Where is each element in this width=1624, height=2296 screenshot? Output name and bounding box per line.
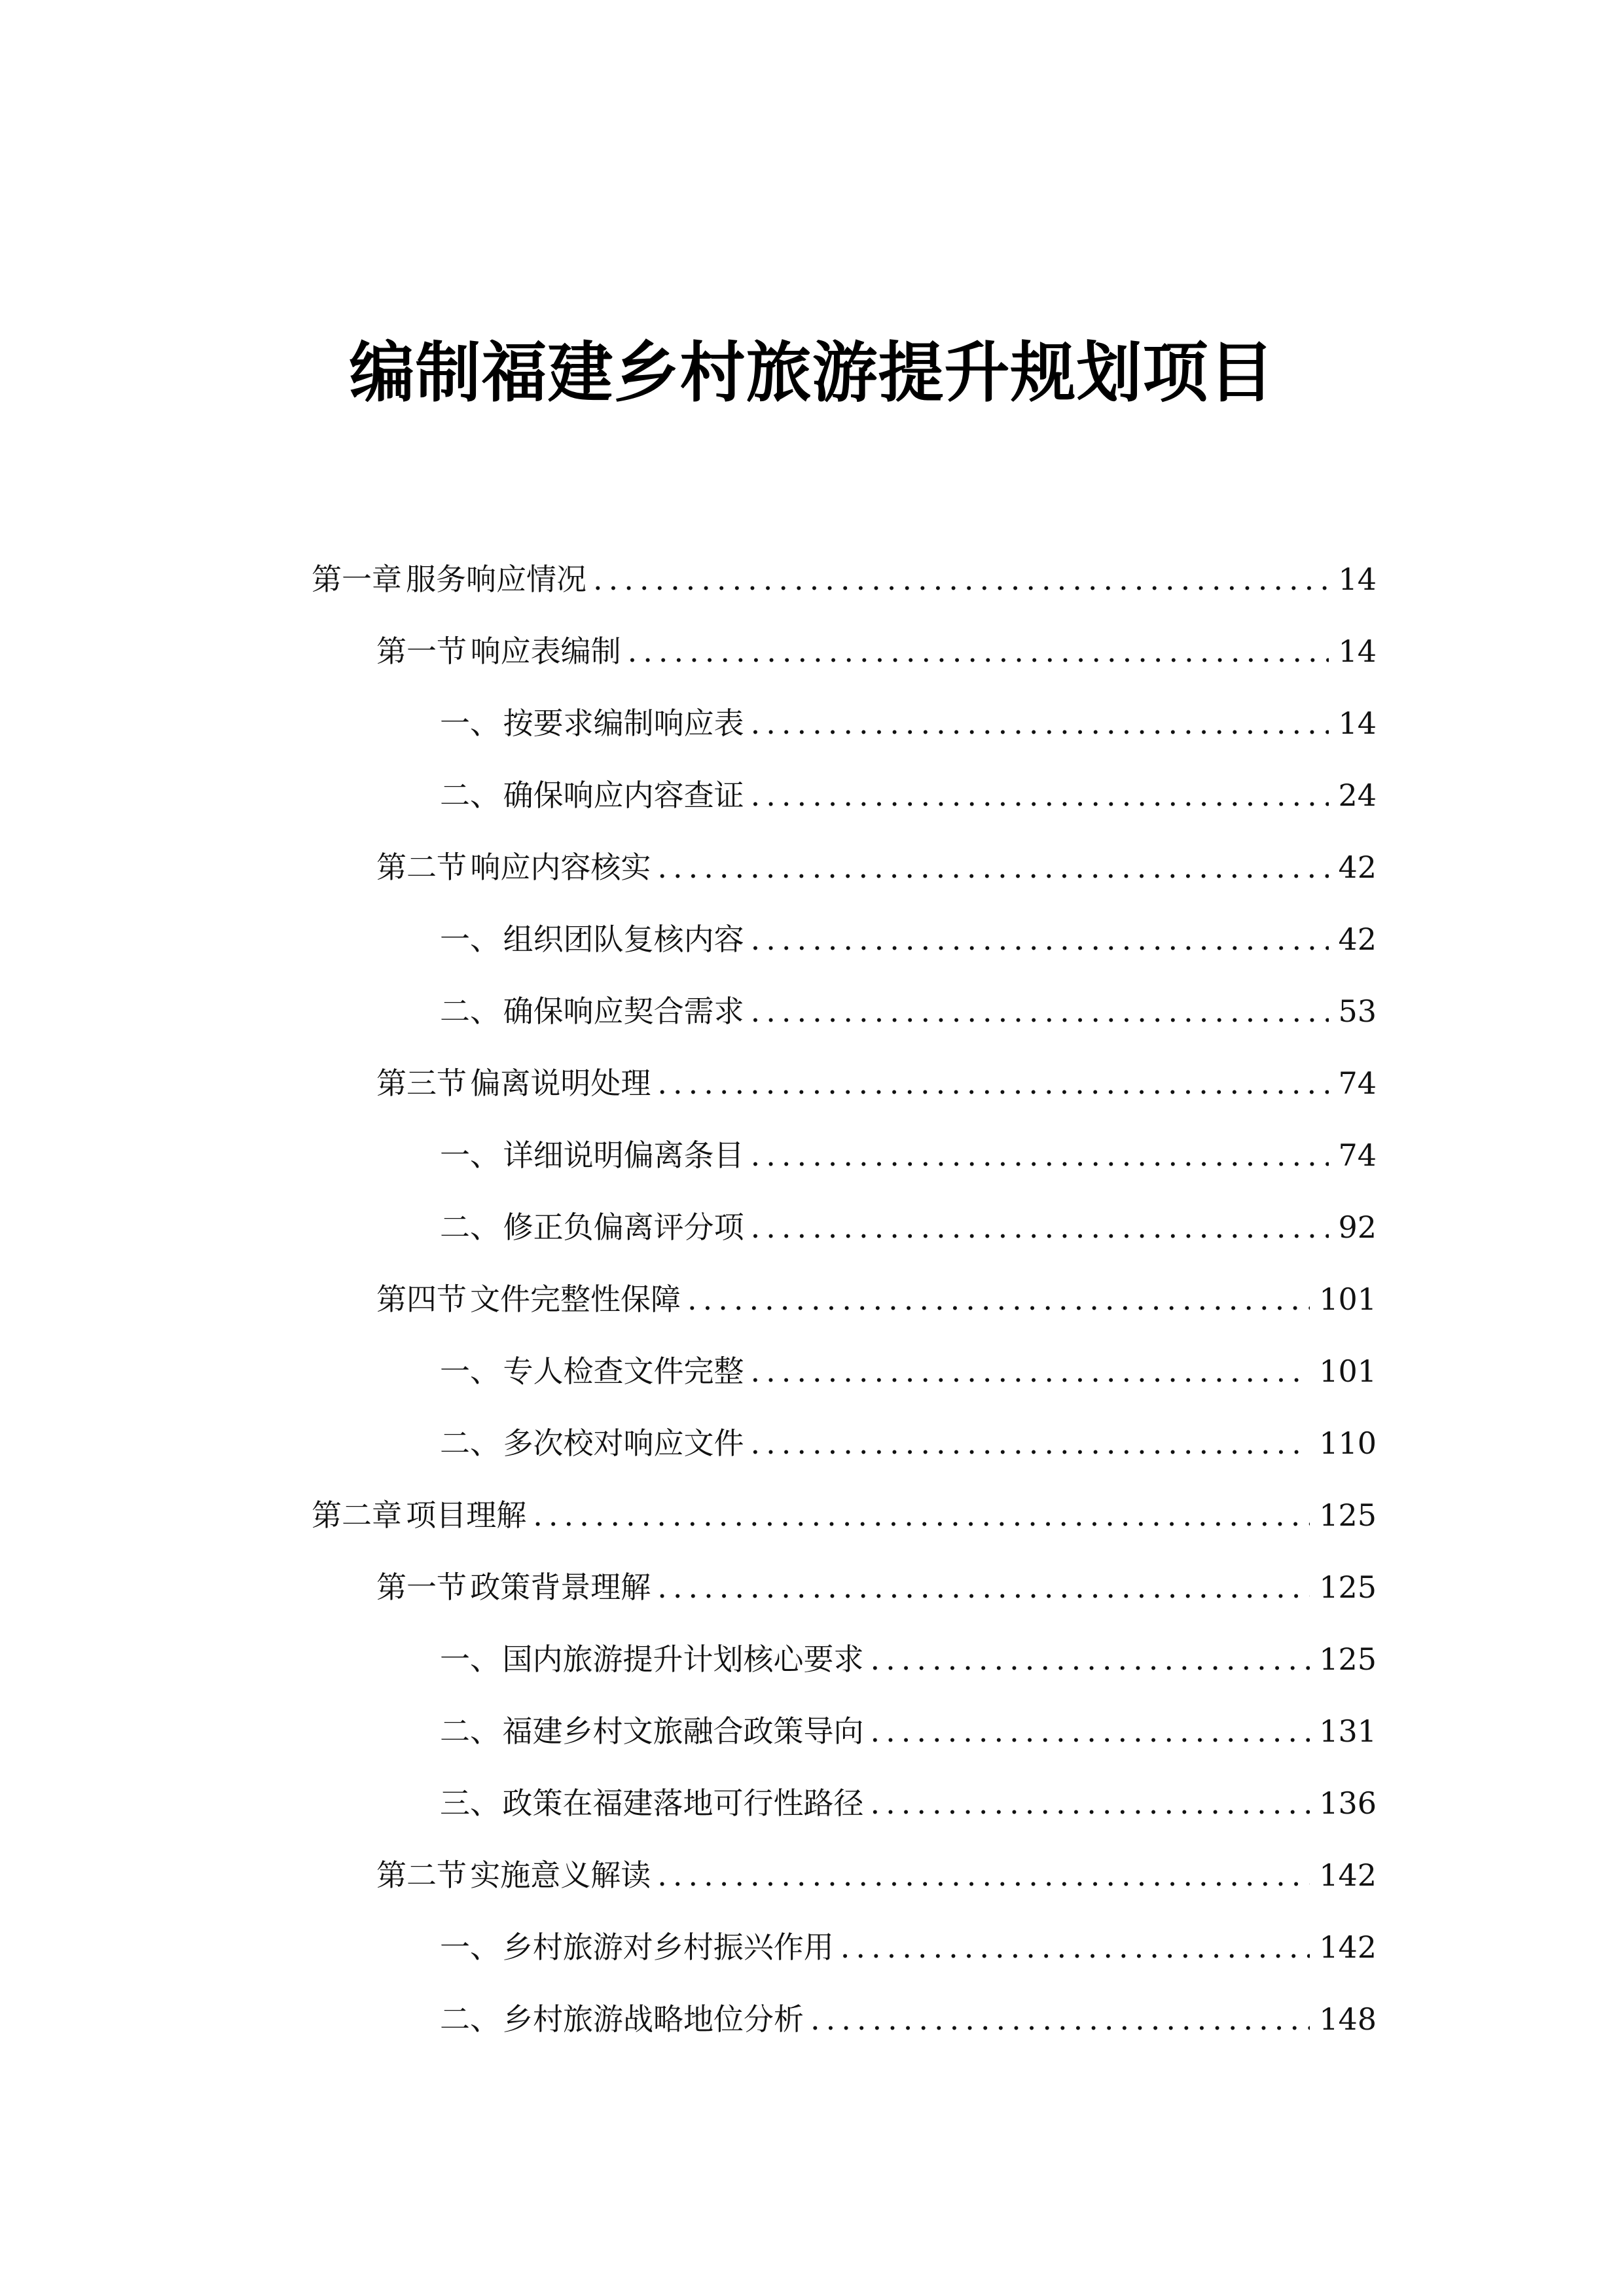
toc-page-number: 101	[1319, 1282, 1377, 1317]
toc-entry-number: 二、	[440, 1713, 500, 1749]
toc-page-number: 14	[1338, 706, 1377, 741]
dot-leader	[751, 1201, 1329, 1253]
toc-entry-title: 国内旅游提升计划核心要求	[502, 1641, 864, 1677]
toc-entry-section[interactable]	[376, 1273, 1377, 1325]
toc-entry-title: 组织团队复核内容	[503, 922, 744, 957]
toc-entry-item[interactable]	[440, 1417, 1377, 1469]
dot-leader	[751, 985, 1329, 1037]
toc-entry-item[interactable]	[440, 1201, 1377, 1253]
toc-entry-item[interactable]	[440, 1345, 1377, 1397]
toc-page-number: 136	[1319, 1785, 1377, 1821]
dot-leader	[751, 913, 1329, 965]
toc-entry-item[interactable]	[440, 913, 1377, 965]
toc-entry-number: 二、	[440, 2001, 500, 2037]
toc-entry-title: 偏离说明处理	[470, 1066, 651, 1101]
toc-page-number: 125	[1319, 1641, 1377, 1677]
toc-entry-number: 第一章	[312, 562, 402, 597]
toc-entry-number: 一、	[440, 1929, 500, 1965]
toc-entry-item[interactable]	[440, 1705, 1377, 1757]
dot-leader	[687, 1273, 1310, 1325]
toc-entry-section[interactable]	[376, 625, 1377, 677]
toc-page-number: 142	[1319, 1929, 1377, 1965]
toc-entry-item[interactable]	[440, 1993, 1377, 2045]
toc-entry-section[interactable]	[376, 1057, 1377, 1109]
toc-entry-title: 实施意义解读	[470, 1857, 651, 1893]
dot-leader	[657, 1561, 1310, 1613]
toc-page-number: 24	[1338, 778, 1377, 813]
toc-entry-item[interactable]	[440, 1129, 1377, 1181]
dot-leader	[871, 1777, 1310, 1829]
toc-page-number: 125	[1319, 1498, 1377, 1533]
dot-leader	[871, 1705, 1310, 1757]
toc-entry-item[interactable]	[440, 697, 1377, 749]
toc-entry-section[interactable]	[376, 1849, 1377, 1901]
toc-entry-number: 第二章	[312, 1498, 402, 1533]
toc-entry-number: 第二节	[376, 850, 467, 885]
toc-entry-item[interactable]	[440, 1921, 1377, 1973]
toc-entry-title: 项目理解	[406, 1498, 527, 1533]
toc-page-number: 14	[1338, 634, 1377, 669]
toc-page-number: 74	[1338, 1066, 1377, 1101]
toc-entry-title: 服务响应情况	[405, 562, 586, 597]
toc-entry-number: 二、	[440, 994, 500, 1029]
toc-entry-title: 乡村旅游战略地位分析	[503, 2001, 804, 2037]
toc-entry-chapter[interactable]	[312, 553, 1377, 605]
toc-page-number: 101	[1319, 1354, 1377, 1389]
toc-entry-title: 文件完整性保障	[470, 1282, 681, 1317]
toc-entry-item[interactable]	[440, 985, 1377, 1037]
toc-entry-title: 多次校对响应文件	[503, 1426, 744, 1461]
toc-page-number: 131	[1319, 1713, 1377, 1749]
document-title: 编制福建乡村旅游提升规划项目	[349, 334, 1275, 411]
toc-entry-title: 确保响应契合需求	[503, 994, 744, 1029]
toc-entry-number: 二、	[440, 1426, 500, 1461]
dot-leader	[871, 1633, 1310, 1685]
toc-page-number: 42	[1338, 922, 1377, 957]
toc-entry-title: 详细说明偏离条目	[503, 1138, 744, 1173]
toc-entry-item[interactable]	[440, 769, 1377, 821]
toc-entry-number: 第三节	[376, 1066, 467, 1101]
toc-entry-number: 一、	[440, 706, 500, 741]
toc-page-number: 42	[1338, 850, 1377, 885]
toc-entry-title: 确保响应内容查证	[503, 778, 744, 813]
dot-leader	[657, 1057, 1329, 1109]
toc-entry-number: 三、	[440, 1785, 500, 1821]
toc-entry-number: 第四节	[376, 1282, 467, 1317]
toc-entry-section[interactable]	[376, 841, 1377, 893]
toc-entry-title: 响应表编制	[470, 634, 621, 669]
dot-leader	[751, 697, 1329, 749]
toc-entry-number: 第一节	[376, 1570, 467, 1605]
toc-entry-title: 响应内容核实	[470, 850, 651, 885]
toc-page-number: 142	[1319, 1857, 1377, 1893]
toc-entry-chapter[interactable]	[312, 1489, 1377, 1541]
toc-entry-number: 第二节	[376, 1857, 467, 1893]
dot-leader	[533, 1489, 1310, 1541]
toc-entry-title: 政策在福建落地可行性路径	[502, 1785, 864, 1821]
toc-entry-number: 一、	[440, 922, 500, 957]
toc-entry-title: 乡村旅游对乡村振兴作用	[502, 1929, 834, 1965]
toc-entry-number: 二、	[440, 1210, 500, 1245]
toc-page-number: 125	[1319, 1570, 1377, 1605]
toc-entry-title: 政策背景理解	[470, 1570, 651, 1605]
dot-leader	[657, 841, 1329, 893]
dot-leader	[593, 553, 1329, 605]
dot-leader	[751, 1129, 1329, 1181]
toc-entry-section[interactable]	[376, 1561, 1377, 1613]
toc-entry-item[interactable]	[440, 1777, 1377, 1829]
dot-leader	[840, 1921, 1310, 1973]
toc-entry-number: 一、	[440, 1138, 500, 1173]
toc-entry-number: 第一节	[376, 634, 467, 669]
toc-page-number: 110	[1319, 1426, 1377, 1461]
toc-page-number: 92	[1338, 1210, 1377, 1245]
dot-leader	[810, 1993, 1310, 2045]
dot-leader	[751, 1345, 1310, 1397]
toc-page-number: 14	[1338, 562, 1377, 597]
toc-entry-number: 一、	[440, 1641, 500, 1677]
dot-leader	[751, 1417, 1310, 1469]
dot-leader	[657, 1849, 1310, 1901]
toc-page-number: 74	[1338, 1138, 1377, 1173]
toc-entry-title: 修正负偏离评分项	[503, 1210, 744, 1245]
toc-page-number: 148	[1319, 2001, 1377, 2037]
toc-entry-title: 按要求编制响应表	[503, 706, 744, 741]
dot-leader	[628, 625, 1329, 677]
toc-entry-number: 一、	[440, 1354, 500, 1389]
toc-page-number: 53	[1338, 994, 1377, 1029]
toc-entry-number: 二、	[440, 778, 500, 813]
toc-entry-item[interactable]	[440, 1633, 1377, 1685]
toc-entry-title: 专人检查文件完整	[503, 1354, 744, 1389]
toc-entry-title: 福建乡村文旅融合政策导向	[502, 1713, 864, 1749]
dot-leader	[751, 769, 1329, 821]
